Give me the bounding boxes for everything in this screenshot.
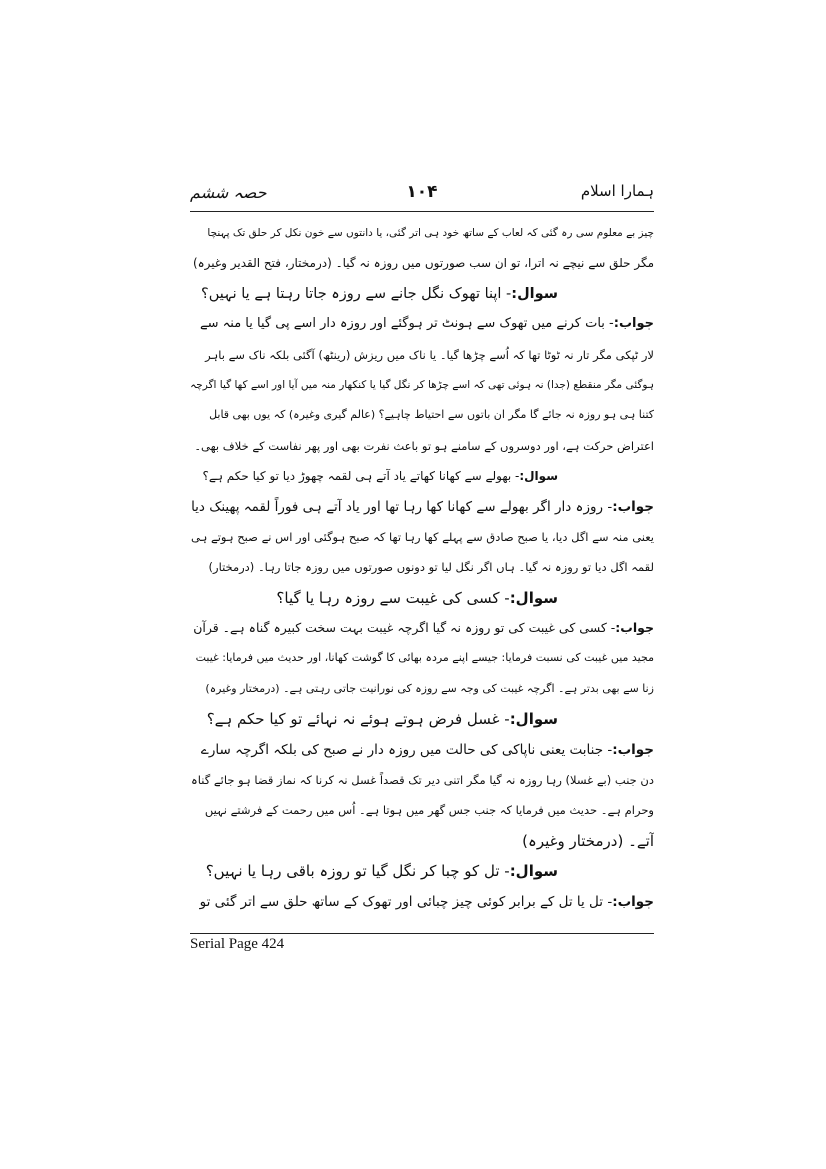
answer-line	[190, 887, 654, 917]
line-text: - روزہ دار اگر بھولے سے کھانا کھا رہا تھا اور یاد آتے ہی فوراً لقمہ پھینک دیا	[191, 498, 613, 515]
line-text: - کسی کی غیبت سے روزہ رہا یا گیا؟	[276, 588, 510, 607]
line-text: - اپنا تھوک نگل جانے سے روزہ جاتا رہتا ہے یا نہیں؟	[201, 285, 512, 302]
line-text: لقمہ اگل دیا تو روزہ نہ گیا۔ ہاں اگر نگل لیا تو دونوں صورتوں میں روزہ جاتا رہا۔ (درمختار)	[208, 560, 654, 575]
text-line	[190, 643, 654, 673]
line-text: مجید میں غیبت کی نسبت فرمایا: جیسے اپنے مردہ بھائی کا گوشت کھانا، اور حدیث میں فرمایا: غیبت	[195, 651, 654, 665]
line-text: دن جنب (بے غسلا) رہا روزہ نہ گیا مگر اتنی دیر تک قصداً غسل نہ کرنا کہ نماز قضا ہو جائے گناہ	[191, 773, 654, 788]
line-text: کتنا ہی ہو روزہ نہ جائے گا مگر ان باتوں سے احتیاط چاہیے؟ (عالم گیری وغیرہ) کہ یوں بھی قابل	[209, 408, 654, 422]
line-text: - غسل فرض ہوتے ہوئے نہ نہائے تو کیا حکم ہے؟	[206, 710, 510, 729]
answer-label: جواب:	[612, 893, 654, 910]
answer-label: جواب:	[613, 316, 654, 332]
question-label: سوال:	[509, 862, 558, 881]
line-text: - تل یا تل کے برابر کوئی چیز چبائی اور تھوک کے ساتھ حلق سے اتر گئی تو	[199, 893, 613, 910]
answer-label: جواب:	[612, 498, 654, 515]
answer-label: جواب:	[612, 741, 654, 758]
line-text: - تل کو چبا کر نگل گیا تو روزہ باقی رہا یا نہیں؟	[205, 862, 510, 881]
question-line	[190, 856, 654, 886]
question-line	[190, 279, 654, 309]
text-line	[190, 340, 654, 370]
line-text: آتے۔ (درمختار وغیرہ)	[522, 831, 654, 850]
line-text: مگر حلق سے نیچے نہ اترا، تو ان سب صورتوں میں روزہ نہ گیا۔ (درمختار، فتح القدیر وغیرہ)	[192, 256, 654, 271]
line-text: یعنی منہ سے اگل دیا، یا صبح صادق سے پہلے کھا رہا تھا کہ صبح ہوگئی اور اس نے صبح ہوتے ہی	[191, 529, 654, 544]
question-label: سوال:	[519, 469, 558, 484]
question-line	[190, 461, 654, 491]
line-text: - بھولے سے کھانا کھاتے یاد آتے ہی لقمہ چھوڑ دیا تو کیا حکم ہے؟	[202, 469, 520, 484]
answer-line	[190, 613, 654, 643]
serial-page-footer: Serial Page 424	[190, 936, 285, 952]
text-line	[190, 248, 654, 278]
question-label: سوال:	[511, 285, 558, 302]
answer-line	[190, 735, 654, 765]
answer-label: جواب:	[615, 620, 654, 636]
text-line	[190, 370, 654, 400]
question-line	[190, 583, 654, 613]
question-line	[190, 704, 654, 734]
line-text: اعتراض حرکت ہے، اور دوسروں کے سامنے ہو تو باعث نفرت بھی اور پھر نفاست کے خلاف بھی۔	[194, 438, 654, 453]
line-text: - کسی کی غیبت کی تو روزہ نہ گیا اگرچہ غیبت بہت سخت کبیرہ گناہ ہے۔ قرآن	[193, 620, 616, 636]
line-text: وحرام ہے۔ حدیث میں فرمایا کہ جنب جس گھر میں ہوتا ہے۔ اُس میں رحمت کے فرشتے نہیں	[204, 803, 654, 818]
text-line	[190, 765, 654, 795]
page-number: ۱۰۴	[406, 182, 438, 202]
question-label: سوال:	[509, 588, 558, 607]
question-label: سوال:	[509, 710, 558, 729]
header-rule	[190, 211, 654, 212]
text-line	[190, 552, 654, 582]
line-text: زنا سے بھی بدتر ہے۔ اگرچہ غیبت کی وجہ سے روزہ کی نورانیت جاتی رہتی ہے۔ (درمختار وغیرہ)	[205, 681, 654, 695]
text-line	[190, 218, 654, 248]
line-text: چیز بے معلوم سی رہ گئی کہ لعاب کے ساتھ خود ہی اتر گئی، یا دانتوں سے خون نکل کر حلق تک پہنچا	[207, 227, 654, 239]
line-text: ہوگئی مگر منقطع (جدا) نہ ہوئی تھی کہ اسے چڑھا کر نگل گیا یا کنکھار منہ میں آیا اور اسے کھا گیا اگرچہ	[190, 378, 654, 391]
text-line	[190, 795, 654, 825]
footer-rule	[190, 933, 654, 934]
line-text: - جنابت یعنی ناپاکی کی حالت میں روزہ دار نے صبح کی بلکہ اگرچہ سارے	[200, 741, 613, 758]
running-header	[190, 168, 654, 208]
answer-line	[190, 492, 654, 522]
text-line	[190, 431, 654, 461]
text-line	[190, 522, 654, 552]
line-text: لار ٹپکی مگر تار نہ ٹوٹا تھا کہ اُسے چڑھا گیا۔ یا ناک میں ریزش (رینٹھ) آگئی بلکہ ناک سے باہر	[205, 347, 654, 362]
text-line	[190, 400, 654, 430]
answer-line	[190, 309, 654, 339]
text-line	[190, 674, 654, 704]
part-label: حصہ ششم	[190, 183, 267, 202]
book-title: ہمارا اسلام	[580, 182, 654, 200]
line-text: - بات کرنے میں تھوک سے ہونٹ تر ہوگئے اور روزہ دار اسے پی گیا یا منہ سے	[200, 316, 614, 332]
text-line	[190, 826, 654, 856]
body-text	[190, 218, 654, 917]
